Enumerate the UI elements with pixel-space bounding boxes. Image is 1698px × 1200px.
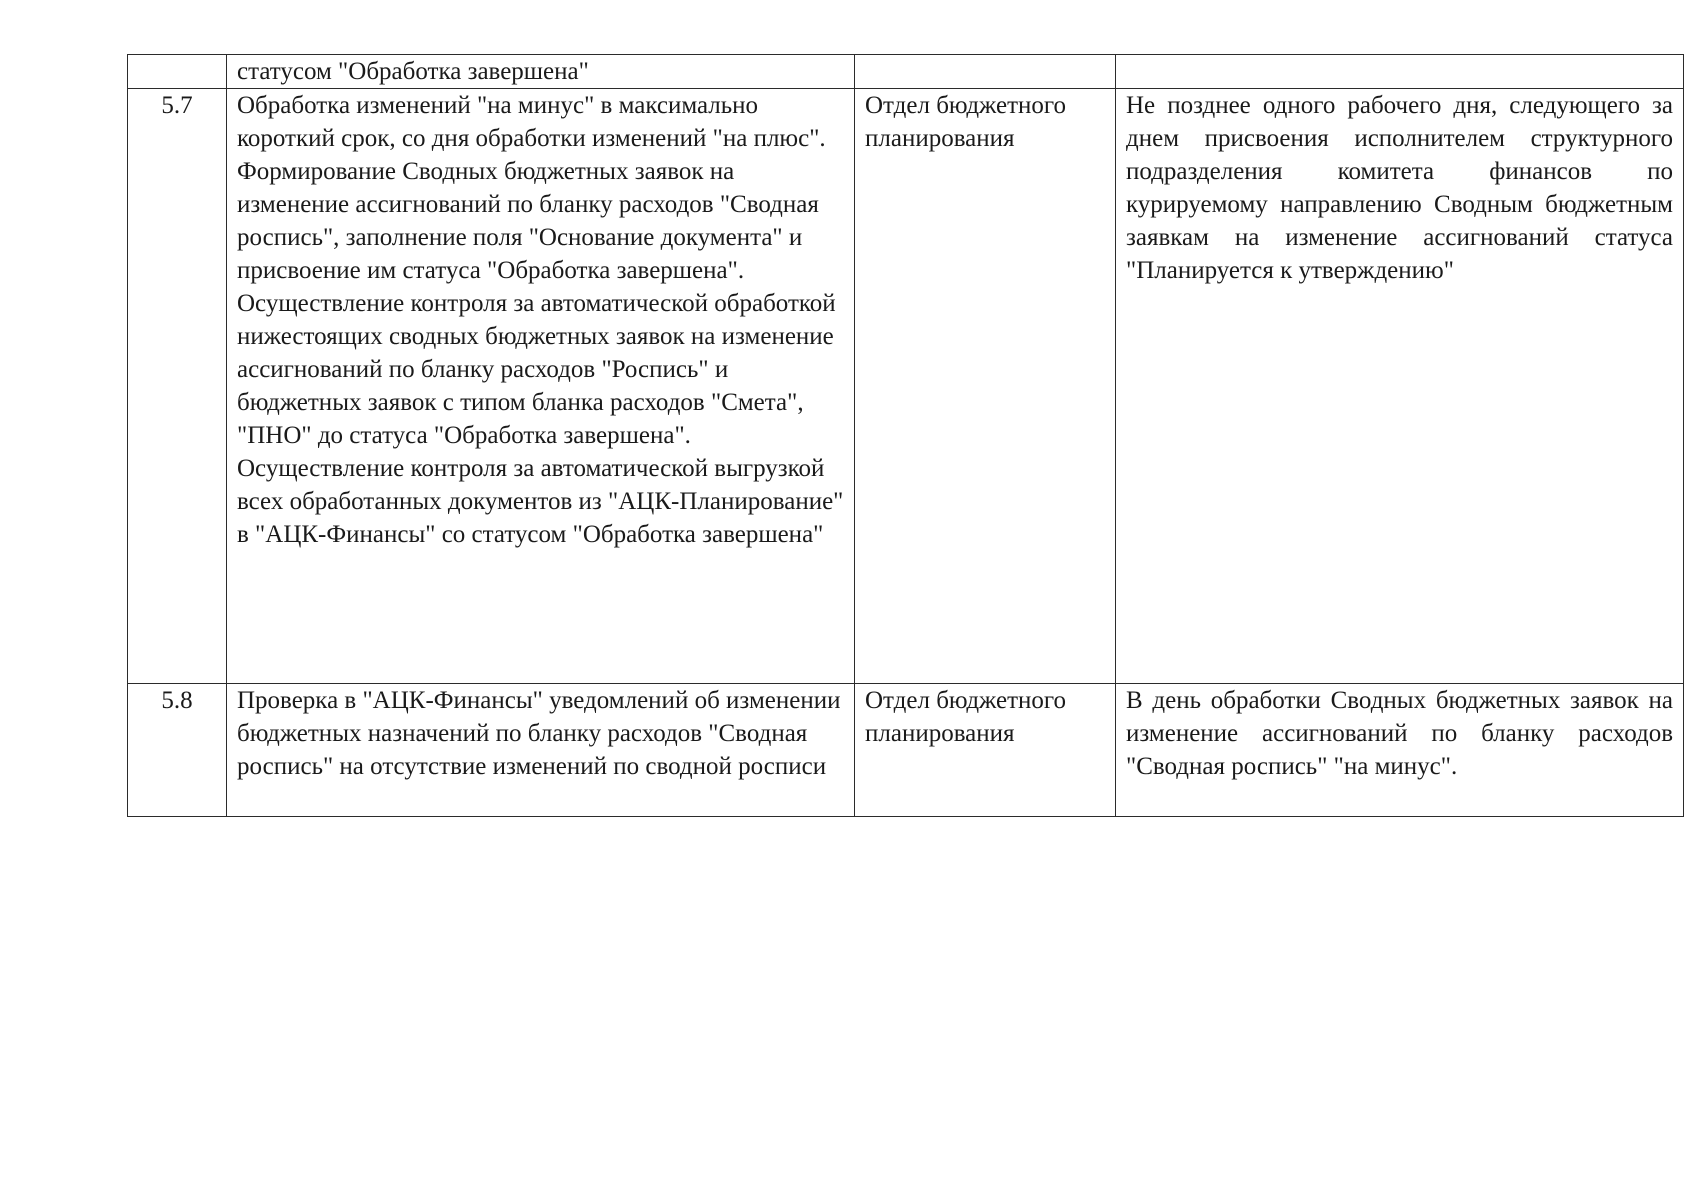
row-number <box>128 55 227 89</box>
task-description: Обработка изменений "на минус" в максимально короткий срок, со дня обработки изменений "на плюс". Формирование Сводных бюджетных заявок на изменение ассигнований по бланку расходов "Сводная роспись", заполнение поля "Основание документа" и присвоение им статуса "Обработка завершена". Осуществление контроля за автоматической обработкой нижестоящих сводных бюджетных заявок на изменение ассигнований по бланку расходов "Роспись" и бюджетных заявок с типом бланка расходов "Смета", "ПНО" до статуса "Обработка завершена". Осуществление контроля за автоматической выгрузкой всех обработанных документов из "АЦК-Планирование" в "АЦК-Финансы" со статусом "Обработка завершена" <box>227 89 855 684</box>
task-description: статусом "Обработка завершена" <box>227 55 855 89</box>
table-row <box>128 55 1684 89</box>
task-description: Проверка в "АЦК-Финансы" уведомлений об изменении бюджетных назначений по бланку расходов "Сводная роспись" на отсутствие изменений по сводной росписи <box>227 684 855 817</box>
deadline-term <box>1116 55 1684 89</box>
responsible-department: Отдел бюджетного планирования <box>855 684 1116 817</box>
row-number: 5.7 <box>128 89 227 684</box>
row-number: 5.8 <box>128 684 227 817</box>
deadline-term: В день обработки Сводных бюджетных заявок на изменение ассигнований по бланку расходов "Сводная роспись" "на минус". <box>1116 684 1684 817</box>
procedure-table <box>127 54 1684 817</box>
table-row <box>128 89 1684 684</box>
responsible-department: Отдел бюджетного планирования <box>855 89 1116 684</box>
table-row <box>128 684 1684 817</box>
responsible-department <box>855 55 1116 89</box>
deadline-term: Не позднее одного рабочего дня, следующего за днем присвоения исполнителем структурного подразделения комитета финансов по курируемому направлению Сводным бюджетным заявкам на изменение ассигнований статуса "Планируется к утверждению" <box>1116 89 1684 684</box>
